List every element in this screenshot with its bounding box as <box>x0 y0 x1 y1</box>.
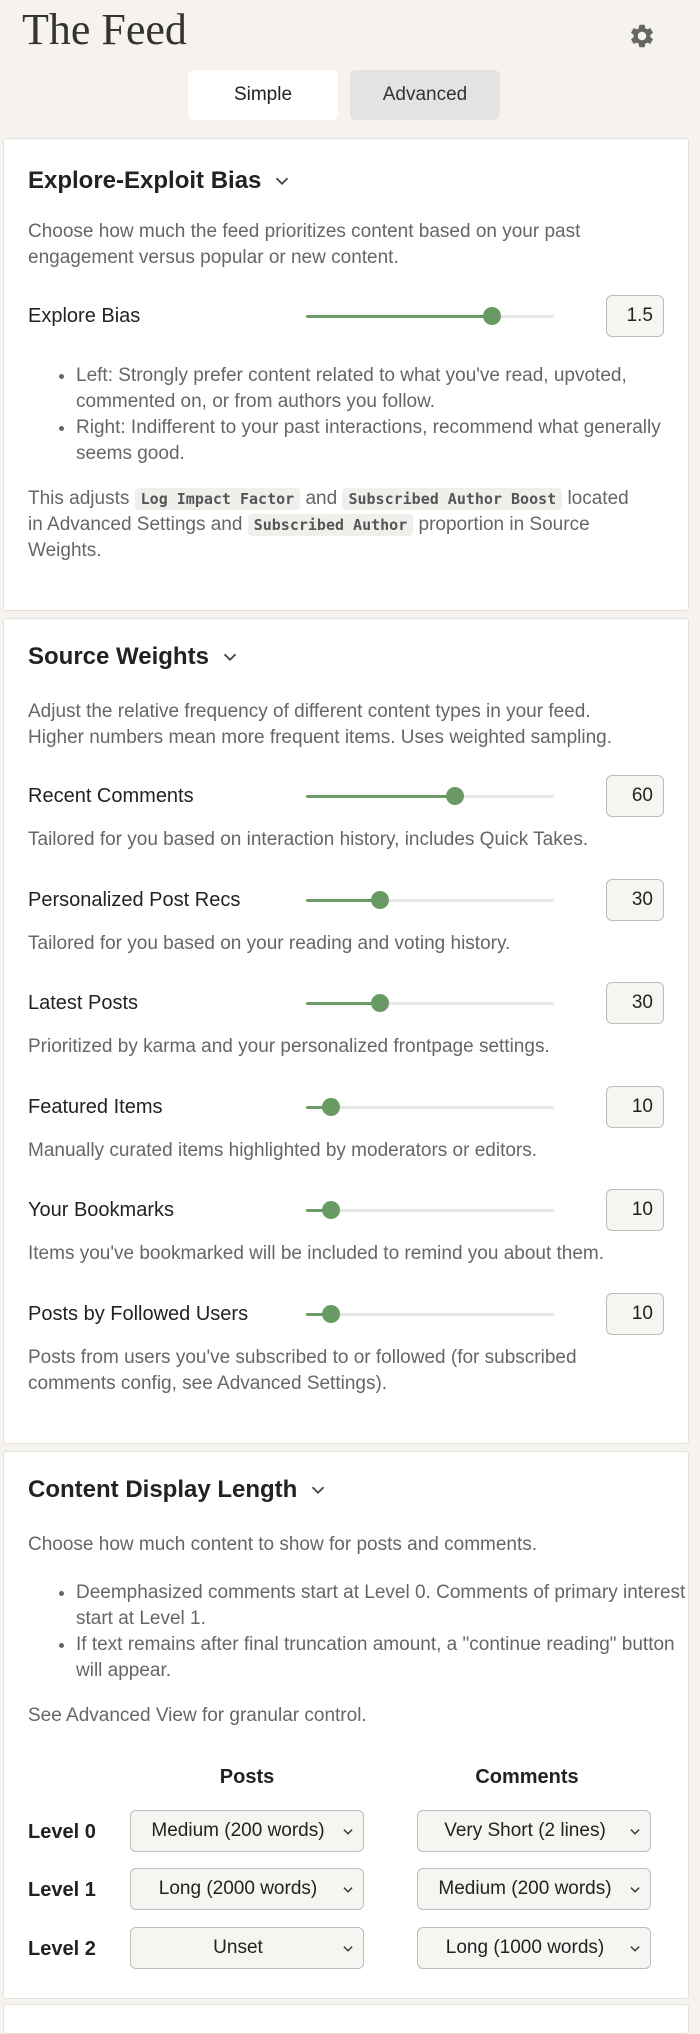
slider-handle[interactable] <box>446 787 464 805</box>
recent-comments-slider[interactable] <box>306 786 554 806</box>
posts-by-followed-users-input[interactable]: 10 <box>606 1293 664 1335</box>
your-bookmarks-description: Items you've bookmarked will be included to remind you about them. <box>28 1243 605 1264</box>
code-log-impact-factor: Log Impact Factor <box>135 488 301 510</box>
your-bookmarks-slider[interactable] <box>306 1200 554 1220</box>
slider-handle[interactable] <box>483 307 501 325</box>
code-subscribed-author-boost: Subscribed Author Boost <box>342 488 562 510</box>
explore-bias-bullets <box>28 363 700 467</box>
level-1-comments-select[interactable]: Medium (200 words) <box>417 1868 651 1910</box>
view-toggle <box>188 70 500 120</box>
next-section-card <box>3 2004 689 2034</box>
your-bookmarks-label: Your Bookmarks <box>28 1199 174 1221</box>
recent-comments-label: Recent Comments <box>28 785 194 807</box>
latest-posts-slider[interactable] <box>306 993 554 1013</box>
comments-column-header: Comments <box>475 1766 579 1788</box>
level-1-posts-select[interactable]: Long (2000 words) <box>130 1868 364 1910</box>
level-0-comments-select[interactable]: Very Short (2 lines) <box>417 1810 651 1852</box>
section-title: Content Display Length <box>28 1476 298 1503</box>
list-item: • Deemphasized comments start at Level 0. Comments of primary interest start at Level 1. <box>76 1580 700 1632</box>
explore-exploit-header[interactable] <box>28 167 293 195</box>
latest-posts-description: Prioritized by karma and your personalized frontpage settings. <box>28 1036 550 1057</box>
page-header <box>0 0 700 135</box>
slider-handle[interactable] <box>322 1201 340 1219</box>
explore-bias-label: Explore Bias <box>28 305 141 327</box>
section-description: Choose how much content to show for posts and comments. <box>28 1534 538 1555</box>
source-weights-card <box>3 618 689 1444</box>
simple-view-button[interactable]: Simple <box>188 70 338 120</box>
chevron-down-icon <box>271 170 293 192</box>
chevron-down-icon <box>628 1825 642 1839</box>
recent-comments-description: Tailored for you based on interaction history, includes Quick Takes. <box>28 829 589 850</box>
chevron-down-icon <box>307 1479 329 1501</box>
content-display-length-card <box>3 1451 689 1999</box>
list-item: • Right: Indifferent to your past interactions, recommend what generally seems good. <box>76 415 700 467</box>
explore-exploit-card <box>3 138 689 611</box>
chevron-down-icon <box>341 1883 355 1897</box>
gear-icon[interactable] <box>628 22 656 50</box>
chevron-down-icon <box>219 646 241 668</box>
recent-comments-input[interactable]: 60 <box>606 775 664 817</box>
content-display-length-header[interactable] <box>28 1476 329 1504</box>
featured-items-input[interactable]: 10 <box>606 1086 664 1128</box>
chevron-down-icon <box>628 1883 642 1897</box>
explore-bias-input[interactable]: 1.5 <box>606 295 664 337</box>
chevron-down-icon <box>341 1942 355 1956</box>
page-title: The Feed <box>22 5 187 54</box>
slider-handle[interactable] <box>322 1098 340 1116</box>
section-description: Adjust the relative frequency of different content types in your feed. Higher numbers mean more frequent items. Uses weighted sampling. <box>28 701 612 748</box>
your-bookmarks-input[interactable]: 10 <box>606 1189 664 1231</box>
content-length-bullets <box>28 1580 700 1684</box>
posts-column-header: Posts <box>219 1766 275 1788</box>
posts-by-followed-users-slider[interactable] <box>306 1304 554 1324</box>
featured-items-description: Manually curated items highlighted by moderators or editors. <box>28 1140 538 1161</box>
personalized-post-recs-label: Personalized Post Recs <box>28 889 241 911</box>
level-0-label: Level 0 <box>28 1821 96 1843</box>
latest-posts-label: Latest Posts <box>28 992 139 1014</box>
advanced-view-button[interactable]: Advanced <box>350 70 500 120</box>
section-title: Explore-Exploit Bias <box>28 167 262 194</box>
personalized-post-recs-input[interactable]: 30 <box>606 879 664 921</box>
chevron-down-icon <box>341 1825 355 1839</box>
chevron-down-icon <box>628 1942 642 1956</box>
section-description: Choose how much the feed prioritizes content based on your past engagement versus popular or new content. <box>28 221 581 268</box>
source-weights-header[interactable] <box>28 643 241 671</box>
latest-posts-input[interactable]: 30 <box>606 982 664 1024</box>
level-0-posts-select[interactable]: Medium (200 words) <box>130 1810 364 1852</box>
posts-by-followed-users-label: Posts by Followed Users <box>28 1303 249 1325</box>
level-2-comments-select[interactable]: Long (1000 words) <box>417 1927 651 1969</box>
list-item: • Left: Strongly prefer content related to what you've read, upvoted, commented on, or from authors you follow. <box>76 363 700 415</box>
personalized-post-recs-slider[interactable] <box>306 890 554 910</box>
level-2-label: Level 2 <box>28 1938 96 1960</box>
featured-items-slider[interactable] <box>306 1097 554 1117</box>
featured-items-label: Featured Items <box>28 1096 163 1118</box>
explore-bias-slider[interactable] <box>306 306 554 326</box>
slider-handle[interactable] <box>371 891 389 909</box>
see-advanced-note: See Advanced View for granular control. <box>28 1705 367 1726</box>
level-2-posts-select[interactable]: Unset <box>130 1927 364 1969</box>
code-subscribed-author: Subscribed Author <box>248 514 414 536</box>
slider-handle[interactable] <box>371 994 389 1012</box>
level-1-label: Level 1 <box>28 1879 96 1901</box>
posts-by-followed-users-description: Posts from users you've subscribed to or followed (for subscribed comments config, see Advanced Settings). <box>28 1347 577 1394</box>
section-title: Source Weights <box>28 643 209 670</box>
personalized-post-recs-description: Tailored for you based on your reading and voting history. <box>28 933 511 954</box>
list-item: • If text remains after final truncation amount, a "continue reading" button will appear. <box>76 1632 700 1684</box>
explore-bias-note: This adjusts Log Impact Factor and Subscribed Author Boost located in Advanced Settings and Subscribed Author proportion in Source Weights. <box>28 488 629 561</box>
slider-handle[interactable] <box>322 1305 340 1323</box>
